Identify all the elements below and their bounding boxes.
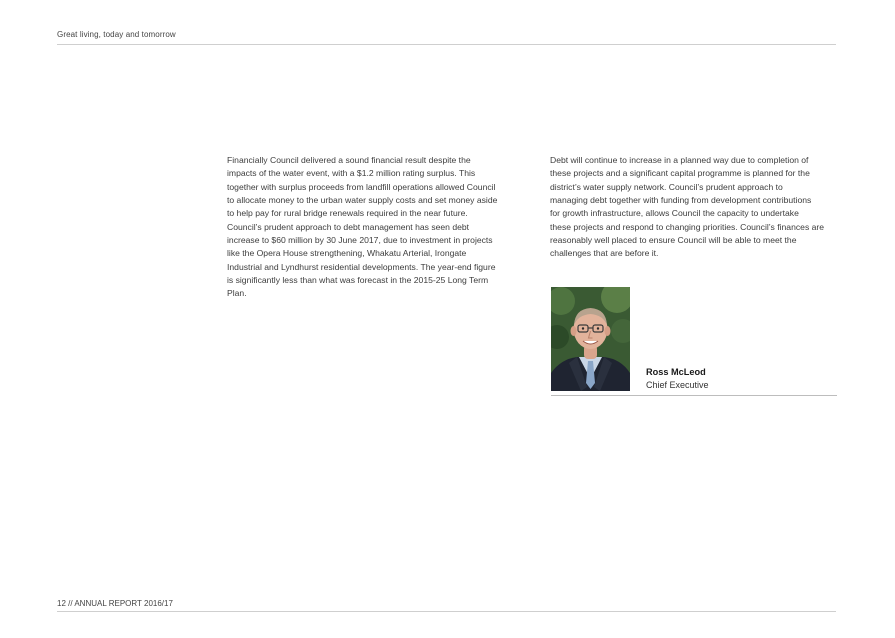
body-line: district’s water supply network. Council’s prudent approach to [550,181,783,192]
body-line: managing debt together with funding from development contributions [550,195,812,206]
body-line: increase to $60 million by 30 June 2017, due to investment in projects [227,235,493,246]
body-line: Industrial and Lyndhurst residential developments. The year-end figure [227,261,496,272]
body-line: to allocate money to the urban water supply costs and set money aside [227,195,498,206]
body-line: impacts of the water event, with a $1.2 million rating surplus. This [227,168,476,179]
header-divider [57,44,836,45]
body-line: challenges that are before it. [550,248,659,259]
portrait-illustration [551,287,630,391]
page-footer: 12 // ANNUAL REPORT 2016/17 [57,599,173,608]
body-column-left [227,154,517,301]
body-line: Plan. [227,288,247,299]
body-line: these projects and a significant capital programme is planned for the [550,168,810,179]
running-header: Great living, today and tomorrow [57,30,176,39]
body-line: is significantly less than what was forecast in the 2015-25 Long Term [227,275,489,286]
body-column-right [550,154,840,261]
body-line: Financially Council delivered a sound financial result despite the [227,155,471,165]
signature-divider [551,395,837,396]
signatory-title: Chief Executive [646,380,709,390]
body-line: for growth infrastructure, allows Council the capacity to undertake [550,208,799,219]
body-line: together with surplus proceeds from landfill operations allowed Council [227,181,496,192]
body-line: reasonably well placed to ensure Council will be able to meet the [550,235,797,246]
body-line: Council’s prudent approach to debt management has seen debt [227,221,470,232]
body-line: these projects and respond to changing priorities. Council’s finances are [550,221,825,232]
footer-divider [57,611,836,612]
portrait-photo [551,287,630,391]
body-line: Debt will continue to increase in a planned way due to completion of [550,155,809,165]
body-line: like the Opera House strengthening, Whakatu Arterial, Irongate [227,248,467,259]
signatory-name: Ross McLeod [646,367,706,377]
body-line: to help pay for rural bridge renewals required in the near future. [227,208,468,219]
